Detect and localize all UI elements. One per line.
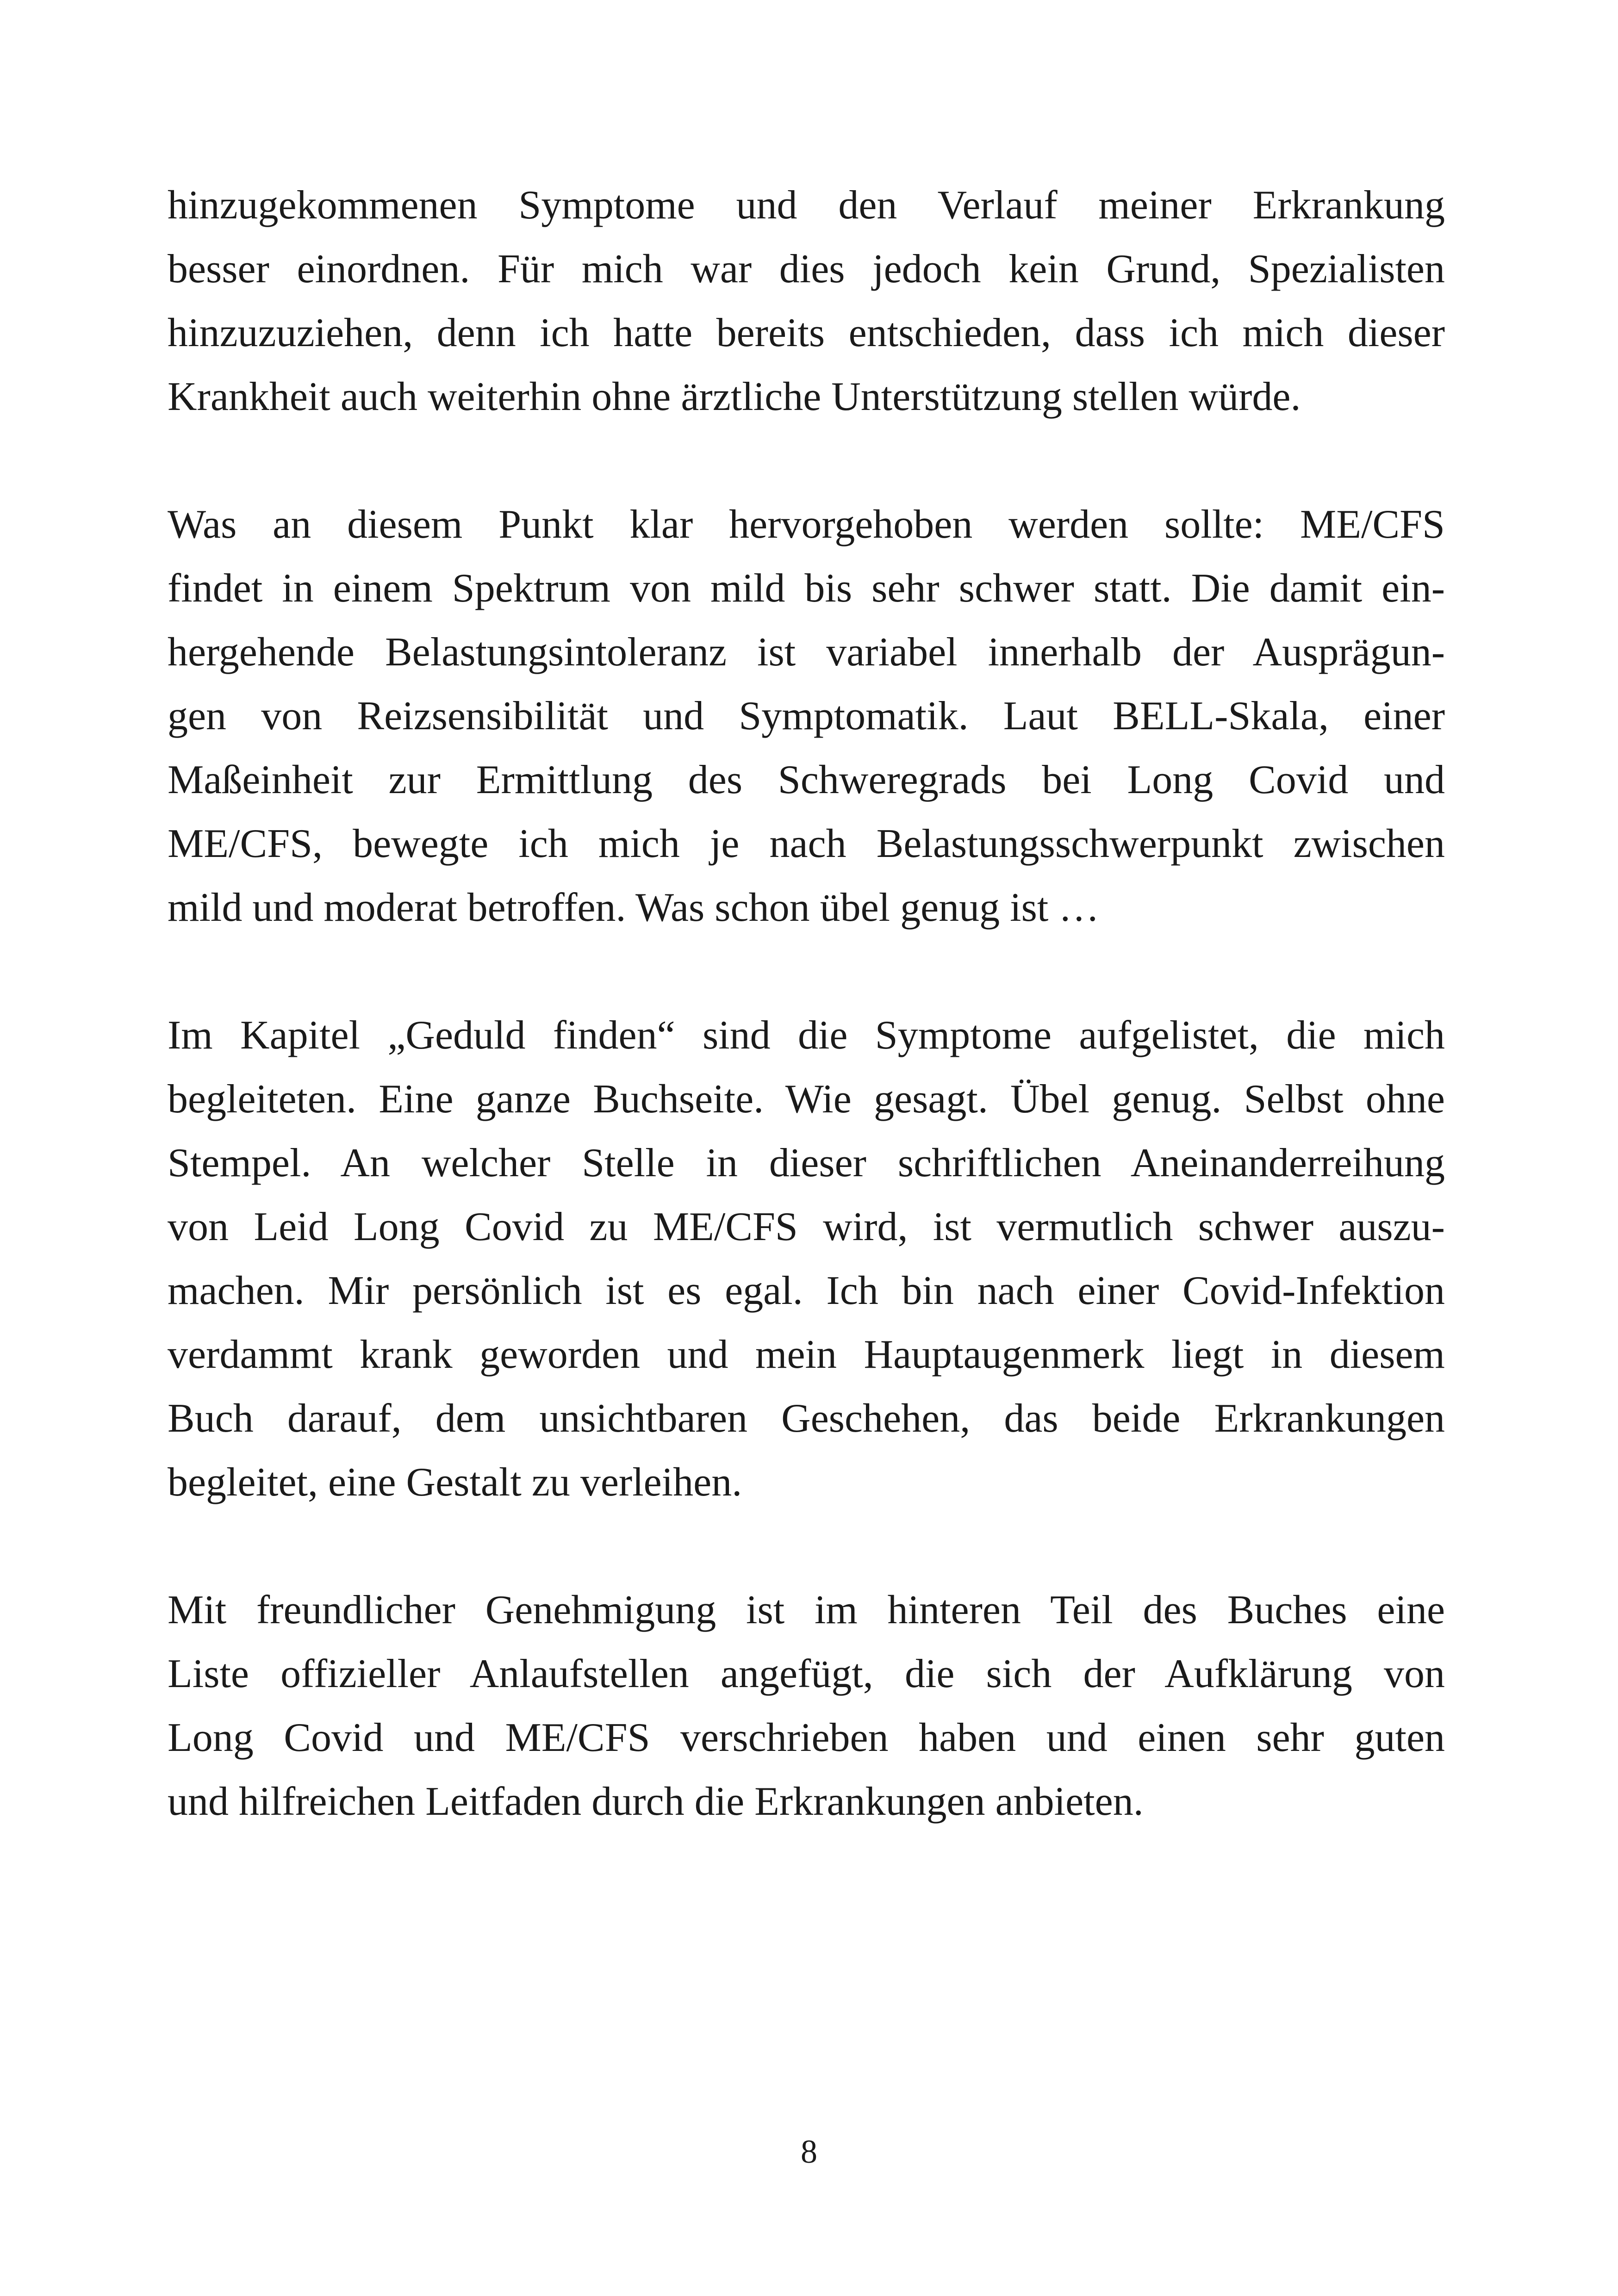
- text-line: ME/CFS, bewegte ich mich je nach Belastungsschwerpunkt zwischen: [168, 821, 1445, 866]
- text-line: und hilfreichen Leitfaden durch die Erkrankungen anbieten.: [168, 1779, 1144, 1824]
- paragraph-3: [168, 1004, 1445, 1514]
- text-line: verdammt krank geworden und mein Hauptaugenmerk liegt in diesem: [168, 1332, 1445, 1377]
- text-line: Mit freundlicher Genehmigung ist im hinteren Teil des Buches eine: [168, 1588, 1445, 1632]
- text-line: hinzuzuziehen, denn ich hatte bereits entschieden, dass ich mich dieser: [168, 310, 1445, 355]
- text-line: Long Covid und ME/CFS verschrieben haben und einen sehr guten: [168, 1715, 1445, 1760]
- text-line: besser einordnen. Für mich war dies jedoch kein Grund, Spezialisten: [168, 247, 1445, 292]
- text-line: Krankheit auch weiterhin ohne ärztliche Unterstützung stellen würde.: [168, 374, 1301, 419]
- text-line: begleiteten. Eine ganze Buchseite. Wie gesagt. Übel genug. Selbst ohne: [168, 1077, 1445, 1122]
- text-line: hergehende Belastungsintoleranz ist variabel innerhalb der Ausprägun-: [168, 630, 1445, 675]
- text-line: machen. Mir persönlich ist es egal. Ich bin nach einer Covid-Infektion: [168, 1268, 1445, 1313]
- text-line: mild und moderat betroffen. Was schon übel genug ist …: [168, 885, 1100, 930]
- text-line: begleitet, eine Gestalt zu verleihen.: [168, 1460, 742, 1505]
- text-line: von Leid Long Covid zu ME/CFS wird, ist vermutlich schwer auszu-: [168, 1204, 1445, 1249]
- body-text: [168, 174, 1445, 1898]
- text-line: Maßeinheit zur Ermittlung des Schweregrads bei Long Covid und: [168, 757, 1445, 802]
- text-line: hinzugekommenen Symptome und den Verlauf meiner Erkrankung: [168, 183, 1445, 228]
- text-line: Stempel. An welcher Stelle in dieser schriftlichen Aneinanderreihung: [168, 1141, 1445, 1185]
- text-line: Im Kapitel „Geduld finden“ sind die Symptome aufgelistet, die mich: [168, 1013, 1445, 1058]
- paragraph-4: [168, 1578, 1445, 1834]
- text-line: Buch darauf, dem unsichtbaren Geschehen, das beide Erkrankungen: [168, 1396, 1445, 1441]
- text-line: findet in einem Spektrum von mild bis sehr schwer statt. Die damit ein-: [168, 566, 1445, 611]
- paragraph-1: [168, 174, 1445, 429]
- text-line: Was an diesem Punkt klar hervorgehoben werden sollte: ME/CFS: [168, 502, 1445, 547]
- paragraph-2: [168, 493, 1445, 940]
- text-line: gen von Reizsensibilität und Symptomatik. Laut BELL-Skala, einer: [168, 694, 1445, 738]
- page-number: 8: [801, 2133, 817, 2170]
- text-line: Liste offizieller Anlaufstellen angefügt, die sich der Aufklärung von: [168, 1651, 1445, 1696]
